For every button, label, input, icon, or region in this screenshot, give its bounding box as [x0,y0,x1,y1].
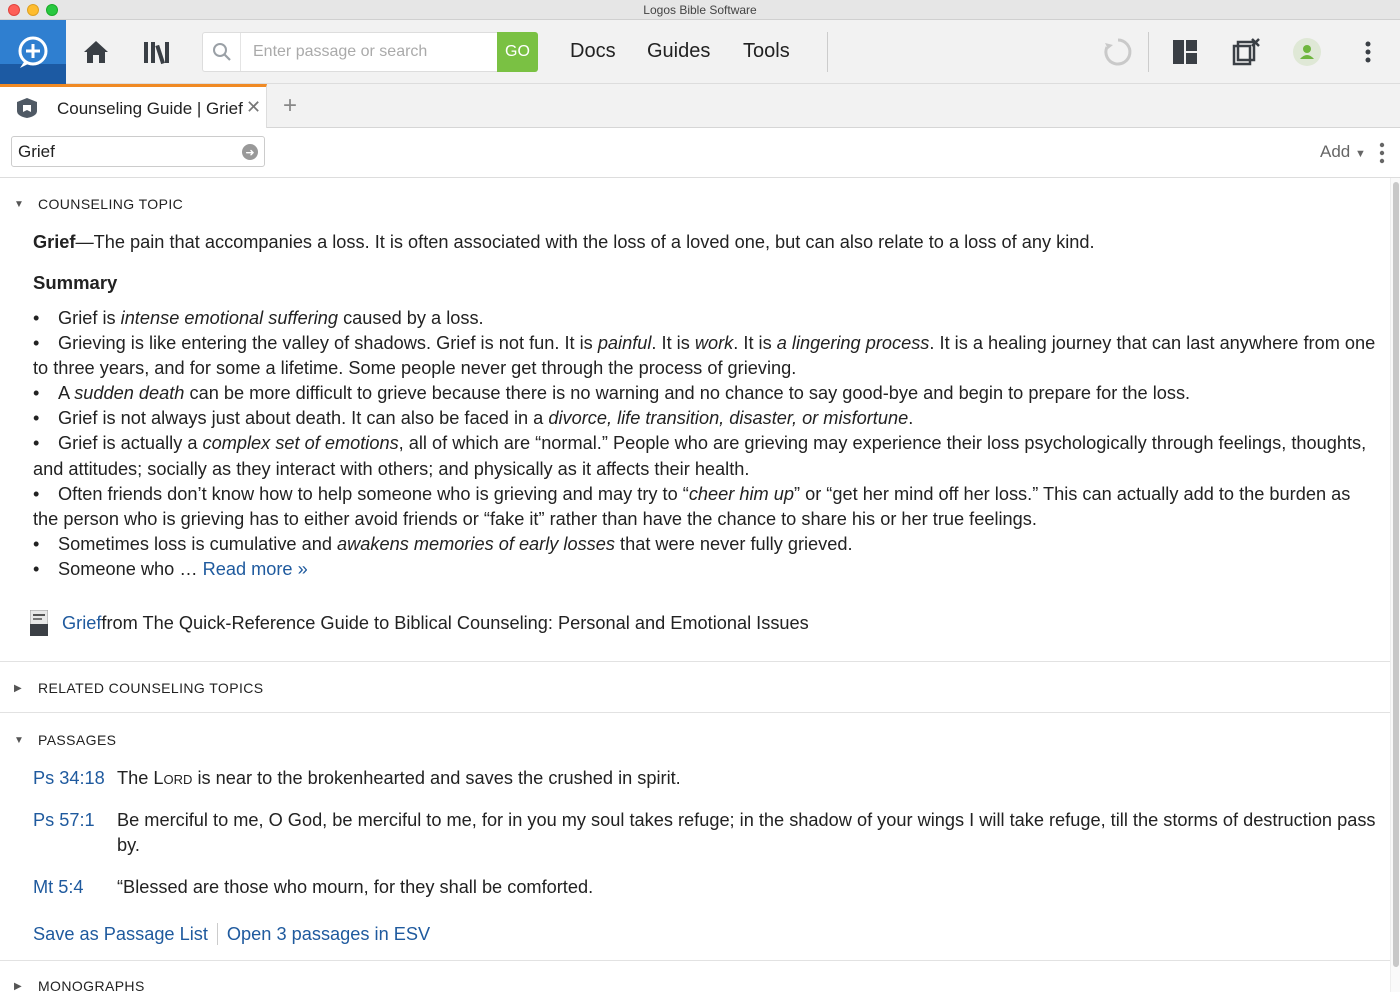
bullet-text: Someone who … [58,558,203,579]
passage-text: “Blessed are those who mourn, for they shall be comforted. [117,877,594,897]
section-related-topics-header[interactable] [14,680,264,696]
save-passage-list-link[interactable]: Save as Passage List [33,923,208,944]
bullet-text: Grief is actually a [58,433,203,454]
toolbar-divider-2 [1148,32,1149,72]
guides-menu[interactable]: Guides [647,40,711,62]
collapsed-triangle-icon: ▶ [14,682,23,694]
bullet-text: ” or “get her mind off her loss.” This can actually add to the burden as the person who is grieving has to either avoid friends or “fake it” rather than have the chance to share his or her true feelings. [33,483,1351,529]
new-tab-button[interactable]: + [283,92,298,119]
guide-topic-input[interactable] [18,142,238,162]
bullet-text: complex set of emotions [202,433,399,454]
tab-bar [0,84,1400,128]
guide-shield-icon [16,97,38,119]
source-text: from The Quick-Reference Guide to Biblical Counseling: Personal and Emotional Issues [101,612,809,633]
tools-menu[interactable]: Tools [743,40,790,62]
bullet-text: a lingering process [776,333,930,354]
guide-topic-field [11,136,265,167]
summary-bullet: • A sudden death can be more difficult to grieve because there is no warning and no chance to say good-bye and begin to prepare for the loss. [33,383,1191,404]
book-cover-icon[interactable] [30,610,48,636]
bullet-text: , all of which are “normal.” People who are grieving may experience their loss psychologically through feelings, thoughts, and attitudes; socially as they interact with others; and physically as it affects their health. [33,433,1367,479]
summary-list [33,306,1378,582]
search-input[interactable] [253,41,493,63]
window-title: Logos Bible Software [643,3,757,17]
search-icon[interactable] [203,33,241,71]
passage-ref-link[interactable]: Ps 34:18 [33,768,105,788]
user-avatar-icon[interactable] [1289,34,1325,70]
window-titlebar [0,0,1400,20]
summary-heading: Summary [33,272,118,293]
home-icon[interactable] [78,34,114,70]
read-more-link[interactable]: Read more » [202,558,308,579]
tab-close-icon[interactable]: ✕ [246,97,262,117]
passage-row [33,808,1378,858]
expanded-triangle-icon: ▼ [14,198,25,210]
section-passages-header[interactable] [14,732,116,748]
bullet-text: divorce, life transition, disaster, or misfortune [548,408,909,429]
bullet-text: Grief is [58,308,121,328]
panel-menu-icon[interactable] [1378,141,1386,165]
bullet-text: . It is [733,333,777,354]
search-box [202,32,498,72]
bullet-text: can be more difficult to grieve because there is no warning and no chance to say good-bye and begin to prepare for the loss. [184,383,1191,404]
collapsed-triangle-icon: ▶ [14,980,23,992]
passage-ref-link[interactable]: Ps 57:1 [33,810,95,830]
bullet-text: A [58,383,75,404]
summary-bullet: • Sometimes loss is cumulative and awakens memories of early losses that were never fully grieved. [33,533,853,554]
content-scrollbar[interactable] [1390,178,1400,992]
guide-content [0,178,1390,992]
add-label: Add [1320,142,1351,161]
passage-ref-link[interactable]: Mt 5:4 [33,877,84,897]
bullet-text: awakens memories of early losses [337,533,615,554]
summary-bullet: • Grief is not always just about death. It can also be faced in a divorce, life transition, disaster, or misfortune. [33,408,914,429]
summary-bullet: • Someone who … Read more » [33,558,308,579]
scroll-thumb[interactable] [1393,182,1399,967]
summary-bullet: • Often friends don’t know how to help someone who is grieving and may try to “cheer him up” or “get her mind off her loss.” This can actually add to the burden as the person who is grieving has to either avoid friends or “fake it” rather than have the chance to share his or her true feelings. [33,483,1351,529]
bullet-text: Often friends don’t know how to help someone who is grieving and may try to “ [58,483,689,504]
section-monographs-header[interactable] [14,978,145,992]
topic-definition-text: —The pain that accompanies a loss. It is often associated with the loss of a loved one, but can also relate to a loss of any kind. [75,232,1095,252]
library-icon[interactable] [139,34,175,70]
passage-row [33,875,1378,900]
summary-bullet: • Grief is intense emotional suffering caused by a loss. [33,308,484,328]
topic-term: Grief [33,232,76,252]
bullet-text: . [908,408,914,429]
source-link[interactable]: Grief [62,612,102,633]
topic-definition [33,230,1378,255]
bullet-text: that were never fully grieved. [614,533,853,554]
open-passages-link[interactable]: Open 3 passages in ESV [226,923,431,944]
dropdown-caret-icon: ▼ [1354,148,1366,160]
bullet-text: . It is a healing journey that can last anywhere from one to three years, and for some a lifetime. Some people never get through the process of grieving. [33,333,1376,379]
passage-text: Be merciful to me, O God, be merciful to me, for in you my soul takes refuge; in the shadow of your wings I will take refuge, till the storms of destruction pass by. [117,810,1376,855]
bullet-text: . It is [651,333,695,354]
main-toolbar [0,20,1400,84]
bullet-text: work [694,333,734,354]
bullet-text: Grieving is like entering the valley of shadows. Grief is not fun. It is [58,333,598,354]
more-menu-icon[interactable] [1350,34,1386,70]
summary-bullet: • Grieving is like entering the valley of shadows. Grief is not fun. It is painful. It is work. It is a lingering process. It is a healing journey that can last anywhere from one to three years, and for some a lifetime. Some people never get through the process of grieving. [33,333,1376,379]
section-title: PASSAGES [38,732,117,748]
logos-logo-button[interactable] [0,20,66,84]
passage-text: The Lord is near to the brokenhearted and saves the crushed in spirit. [117,768,681,788]
bullet-text: caused by a loss. [338,308,484,328]
layouts-icon[interactable] [1167,34,1203,70]
close-panels-icon[interactable] [1228,34,1264,70]
tab-counseling-guide[interactable] [0,84,267,128]
go-button[interactable]: GO [497,32,538,72]
go-arrow-icon[interactable]: ➜ [242,144,258,160]
section-divider [0,661,1390,662]
section-title: COUNSELING TOPIC [38,196,184,212]
docs-menu[interactable]: Docs [570,40,616,62]
bullet-text: painful [597,333,652,354]
guide-header [0,128,1400,178]
source-citation [30,610,809,636]
bullet-text: intense emotional suffering [120,308,339,328]
passage-actions [33,923,430,945]
section-counseling-topic-header[interactable] [14,196,183,212]
sync-icon[interactable] [1100,34,1136,70]
section-title: RELATED COUNSELING TOPICS [38,680,264,696]
summary-bullet: • Grief is actually a complex set of emotions, all of which are “normal.” People who are grieving may experience their loss psychologically through feelings, thoughts, and attitudes; socially as they interact with others; and physically as it affects their health. [33,433,1367,479]
tab-title: Counseling Guide | Grief [57,99,243,118]
toolbar-divider [827,32,828,72]
section-title: MONOGRAPHS [38,978,145,992]
action-divider [217,923,218,945]
bullet-text: Sometimes loss is cumulative and [58,533,337,554]
add-section-button[interactable] [1320,142,1366,162]
bullet-text: Grief is not always just about death. It can also be faced in a [58,408,549,429]
expanded-triangle-icon: ▼ [14,734,25,746]
section-divider [0,960,1390,961]
bullet-text: cheer him up [688,483,794,504]
logos-logo-icon [0,20,66,84]
bullet-text: sudden death [74,383,185,404]
section-divider [0,712,1390,713]
passage-row [33,766,1378,791]
